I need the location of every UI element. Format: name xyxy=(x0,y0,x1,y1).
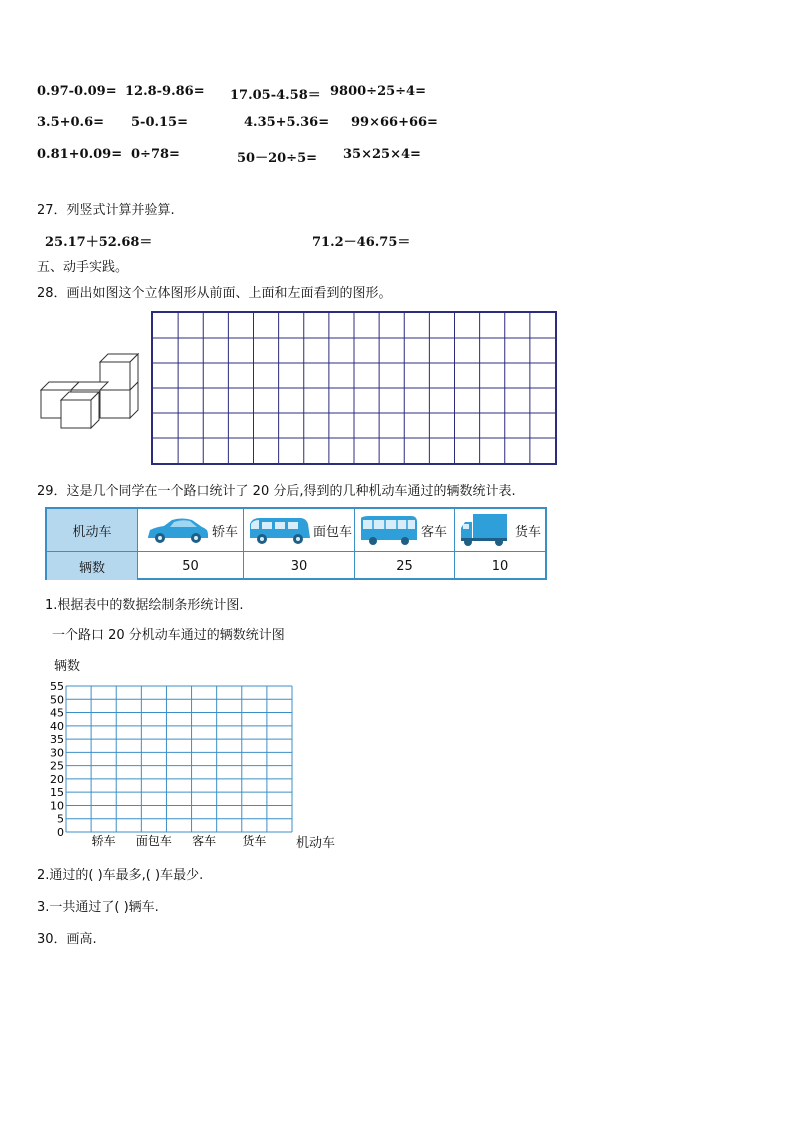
vehicle-label: 客车 xyxy=(421,524,448,540)
table-cell-bus xyxy=(355,509,455,551)
calc-item: 50－20÷5= xyxy=(237,151,318,166)
vehicle-label: 面包车 xyxy=(313,524,353,540)
table-cell-count: 10 xyxy=(491,558,509,574)
calc-item: 12.8-9.86= xyxy=(125,84,205,99)
question-29-title: 29．这是几个同学在一个路口统计了 20 分后,得到的几种机动车通过的辆数统计表. xyxy=(37,484,516,499)
cube-figure xyxy=(38,350,142,432)
y-tick-label: 25 xyxy=(50,759,64,773)
y-tick-label: 50 xyxy=(50,693,64,707)
van-icon xyxy=(248,514,312,546)
chart-y-label: 辆数 xyxy=(54,659,81,674)
calc-item: 0÷78= xyxy=(131,147,180,162)
question-27-right-expr: 71.2－46.75＝ xyxy=(312,235,411,250)
calc-item: 17.05-4.58＝ xyxy=(230,88,321,103)
table-cell-sedan xyxy=(138,509,244,551)
calc-item: 4.35+5.36= xyxy=(244,115,330,130)
calc-item: 35×25×4= xyxy=(343,147,421,162)
calc-item: 0.81+0.09= xyxy=(37,147,123,162)
calc-item: 0.97-0.09= xyxy=(37,84,117,99)
y-tick-label: 40 xyxy=(50,719,64,733)
y-tick-label: 35 xyxy=(50,733,64,747)
vehicle-count-table xyxy=(45,507,547,580)
vehicle-label: 货车 xyxy=(515,524,542,540)
question-27-left-expr: 25.17＋52.68＝ xyxy=(45,235,153,250)
sub-question-1: 1.根据表中的数据绘制条形统计图. xyxy=(45,598,244,613)
question-30-title: 30．画高. xyxy=(37,932,97,947)
calc-item: 3.5+0.6= xyxy=(37,115,105,130)
question-28-title: 28．画出如图这个立体图形从前面、上面和左面看到的图形。 xyxy=(37,286,392,301)
chart-title: 一个路口 20 分机动车通过的辆数统计图 xyxy=(52,628,285,643)
table-cell-truck xyxy=(455,509,545,551)
chart-x-label: 机动车 xyxy=(296,836,336,851)
calc-item: 99×66+66= xyxy=(351,115,438,130)
table-cell-van xyxy=(244,509,355,551)
bus-icon xyxy=(359,514,419,546)
y-tick-label: 30 xyxy=(50,746,64,760)
drawing-grid[interactable] xyxy=(151,311,557,465)
table-cell-count: 50 xyxy=(138,552,244,580)
calc-item: 5-0.15= xyxy=(131,115,188,130)
truck-icon xyxy=(459,512,509,548)
sub-question-2: 2.通过的( )车最多,( )车最少. xyxy=(37,868,204,883)
table-header-count: 辆数 xyxy=(47,552,138,580)
y-tick-label: 15 xyxy=(50,786,64,800)
x-tick-label: 轿车 xyxy=(91,834,116,848)
x-tick-label: 货车 xyxy=(242,834,267,848)
sub-question-3: 3.一共通过了( )辆车. xyxy=(37,900,159,915)
table-cell-count: 25 xyxy=(355,552,455,580)
table-header-vehicle: 机动车 xyxy=(47,509,138,551)
sedan-icon xyxy=(146,515,210,545)
y-tick-label: 45 xyxy=(50,706,64,720)
question-27-title: 27．列竖式计算并验算. xyxy=(37,203,175,218)
y-tick-label: 10 xyxy=(50,799,64,813)
x-tick-label: 面包车 xyxy=(135,834,172,848)
y-tick-label: 0 xyxy=(57,826,64,839)
calc-item: 9800÷25÷4= xyxy=(330,84,426,99)
y-tick-label: 20 xyxy=(50,772,64,786)
vehicle-label: 轿车 xyxy=(212,524,239,540)
section-heading: 五、动手实践。 xyxy=(37,260,129,275)
x-tick-label: 客车 xyxy=(192,834,217,848)
y-tick-label: 55 xyxy=(50,680,64,693)
table-cell-count: 30 xyxy=(244,552,355,580)
bar-chart[interactable] xyxy=(40,650,360,850)
y-tick-label: 5 xyxy=(57,812,64,826)
